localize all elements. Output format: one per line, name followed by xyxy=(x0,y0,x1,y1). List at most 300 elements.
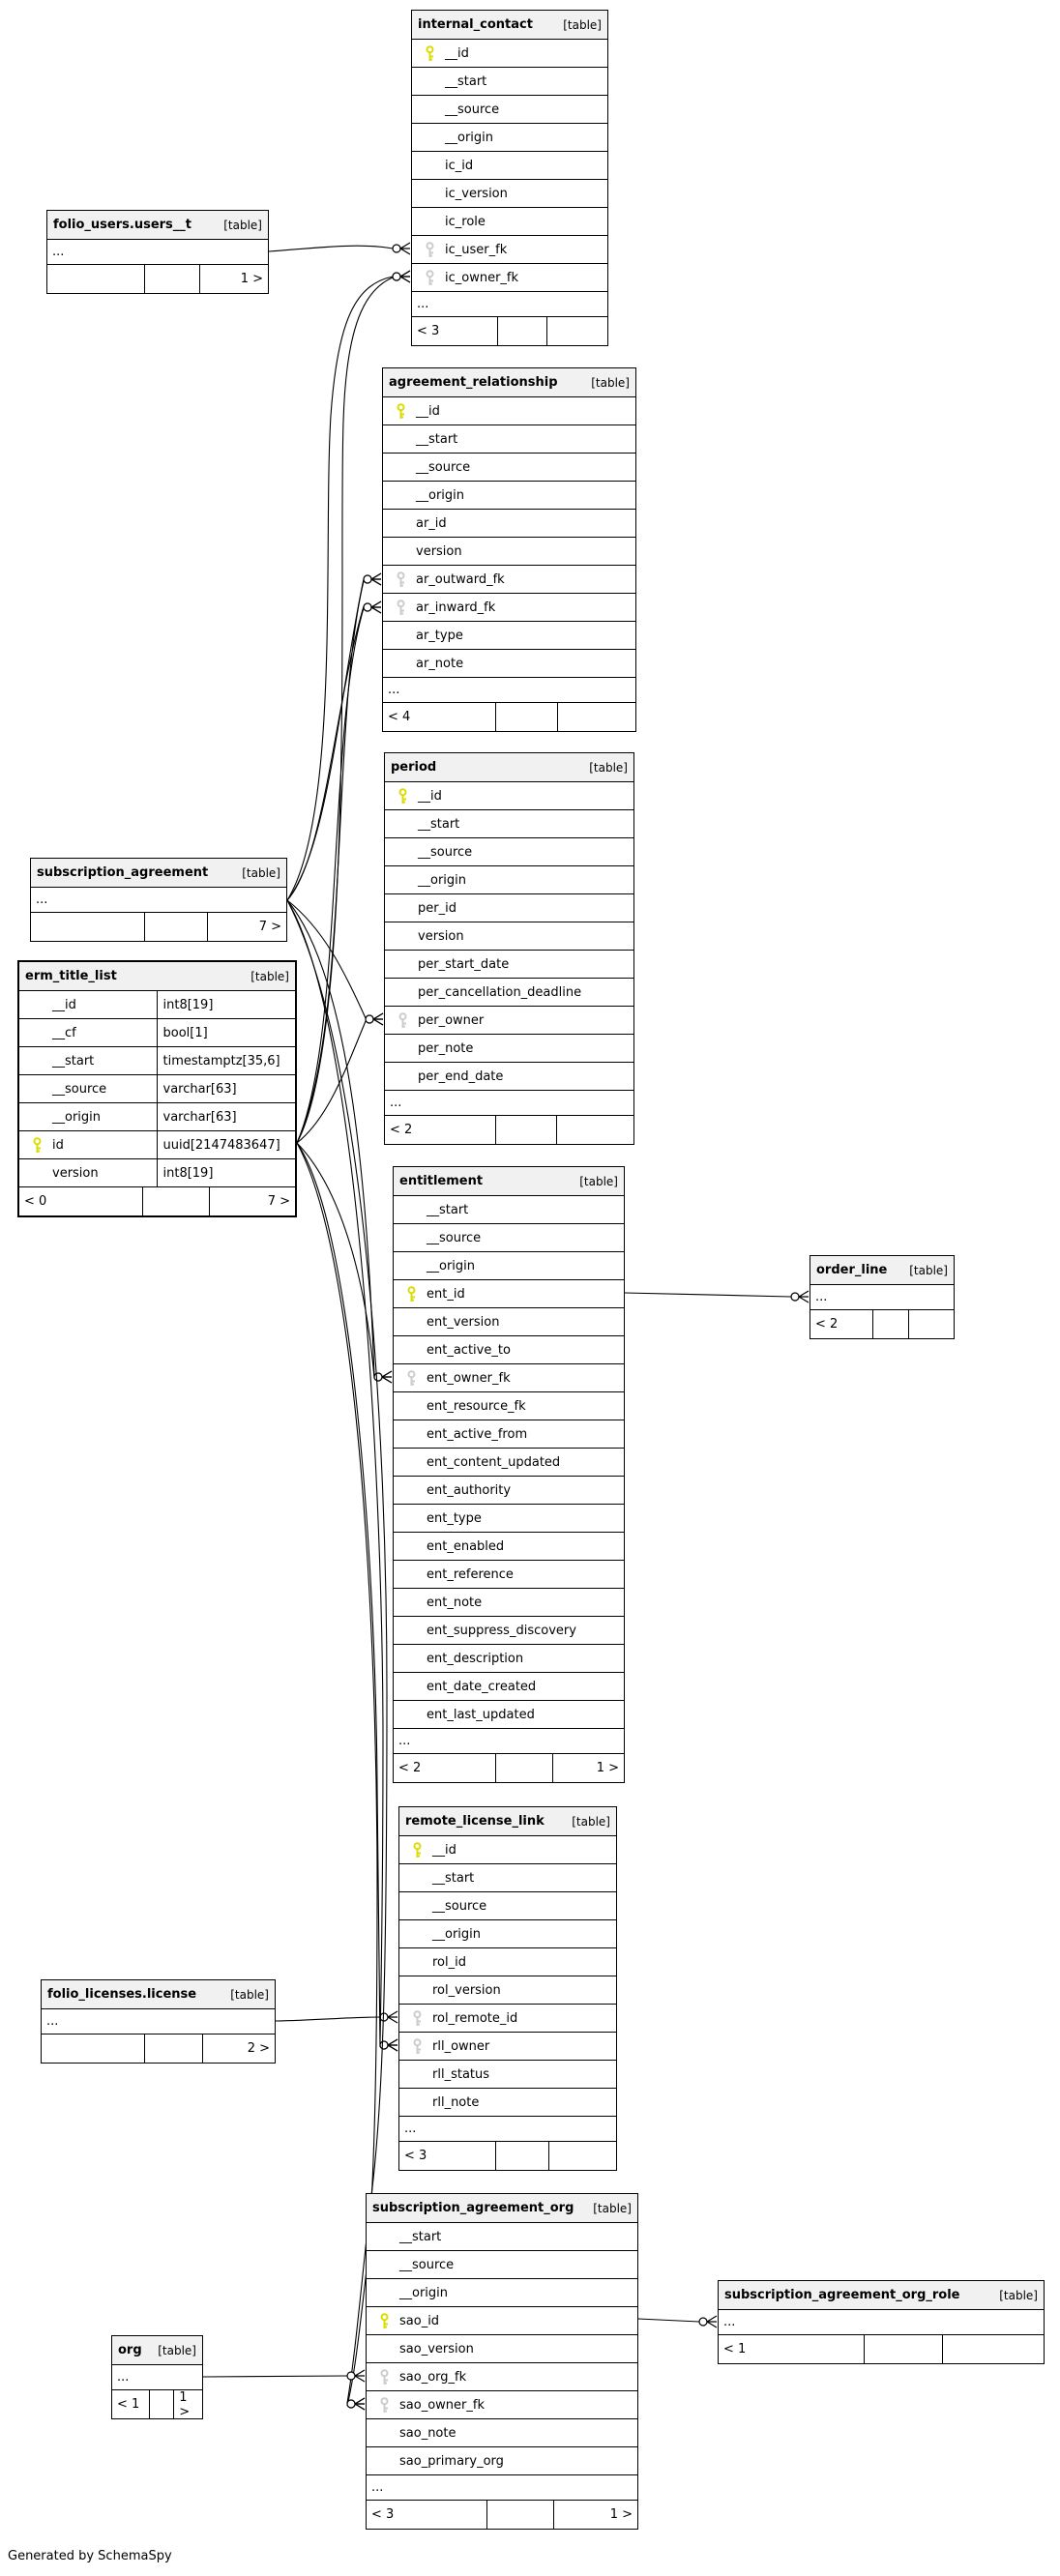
table-org xyxy=(111,2335,203,2419)
column-row-__start xyxy=(383,425,635,454)
column-label: per_owner xyxy=(418,1012,485,1028)
column-label: __cf xyxy=(52,1025,76,1040)
footer-cell: < 2 xyxy=(398,1761,422,1775)
zero-or-many-circle-icon xyxy=(364,575,371,583)
column-row-sao_org_fk xyxy=(367,2363,637,2391)
column-type: timestamptz[35,6] xyxy=(162,1053,280,1068)
table-name: subscription_agreement xyxy=(37,865,209,880)
column-label: ent_content_updated xyxy=(427,1454,561,1470)
column-row-__origin xyxy=(383,482,635,510)
column-label: __origin xyxy=(445,130,494,145)
column-label: ar_type xyxy=(416,628,463,643)
table-name: internal_contact xyxy=(418,17,533,32)
column-label: ic_owner_fk xyxy=(445,270,519,285)
column-label: per_note xyxy=(418,1040,474,1056)
table-footer xyxy=(42,2034,275,2063)
column-label: ent_date_created xyxy=(427,1679,537,1694)
column-row-__id xyxy=(385,782,633,810)
elided-columns-row: ... xyxy=(31,888,286,913)
table-tag: [table] xyxy=(563,17,602,32)
column-row-__origin xyxy=(19,1103,295,1131)
column-row-__source xyxy=(383,454,635,482)
table-remote_license_link xyxy=(398,1806,617,2171)
column-row-__start xyxy=(394,1196,624,1224)
table-tag: [table] xyxy=(572,1814,610,1829)
table-footer xyxy=(47,265,268,293)
column-label: version xyxy=(418,928,464,944)
column-row-rll_note xyxy=(399,2089,616,2117)
column-label: ent_active_from xyxy=(427,1426,528,1442)
column-label: __start xyxy=(52,1053,95,1068)
column-row-ent_active_to xyxy=(394,1336,624,1364)
table-footer xyxy=(383,703,635,731)
column-row-ent_owner_fk xyxy=(394,1364,624,1392)
column-row-version xyxy=(385,922,633,951)
column-label: per_start_date xyxy=(418,956,510,972)
table-header-entitlement[interactable] xyxy=(394,1167,624,1196)
column-label: ic_version xyxy=(445,186,508,201)
foreign-key-icon xyxy=(421,242,438,258)
primary-key-icon xyxy=(421,45,438,62)
column-label: __start xyxy=(445,73,487,89)
table-header-agreement_relationship[interactable] xyxy=(383,368,635,397)
table-header-order_line[interactable] xyxy=(810,1256,954,1285)
column-row-__source xyxy=(399,1892,616,1920)
table-footer xyxy=(810,1310,954,1338)
table-footer xyxy=(719,2335,1044,2363)
column-row-ic_user_fk xyxy=(412,236,607,264)
column-label: sao_org_fk xyxy=(399,2369,467,2385)
column-label: __source xyxy=(427,1230,482,1245)
column-label: per_id xyxy=(418,900,456,916)
footer-cell xyxy=(142,1187,209,1215)
edge-org--subscription_agreement_org-sao_org_fk xyxy=(203,2370,365,2382)
zero-or-many-circle-icon xyxy=(699,2318,707,2326)
column-label: __start xyxy=(418,816,460,832)
column-row-ent_last_updated xyxy=(394,1701,624,1729)
table-tag: [table] xyxy=(223,218,262,232)
table-header-subscription_agreement_org[interactable] xyxy=(367,2194,637,2223)
footer-cell: 1 > xyxy=(552,1754,624,1782)
column-label: ic_role xyxy=(445,214,486,229)
elided-columns-row: ... xyxy=(47,240,268,265)
table-footer xyxy=(412,317,607,345)
table-erm_title_list xyxy=(17,960,297,1217)
primary-key-icon xyxy=(402,1286,420,1303)
column-row-per_cancellation_deadline xyxy=(385,979,633,1007)
column-row-__id xyxy=(412,40,607,68)
column-row-rll_owner xyxy=(399,2033,616,2061)
column-label: __origin xyxy=(418,872,467,888)
table-name: period xyxy=(391,760,437,775)
edge-subscription_agreement--agreement_relationship-ar_outward_fk xyxy=(287,573,381,900)
column-row-rol_remote_id xyxy=(399,2005,616,2033)
elided-columns-row: ... xyxy=(394,1729,624,1754)
column-label: __source xyxy=(416,459,471,475)
column-row-ar_id xyxy=(383,510,635,538)
table-footer xyxy=(385,1116,633,1144)
column-label: __source xyxy=(445,102,500,117)
footer-cell: < 3 xyxy=(371,2507,395,2522)
footer-cell: 1 > xyxy=(553,2501,637,2529)
table-header-remote_license_link[interactable] xyxy=(399,1807,616,1836)
footer-cell: 2 > xyxy=(202,2034,275,2063)
column-label: sao_id xyxy=(399,2313,440,2328)
column-row-ic_version xyxy=(412,180,607,208)
column-row-ic_id xyxy=(412,152,607,180)
column-label: ent_id xyxy=(427,1286,465,1302)
table-name: order_line xyxy=(816,1263,888,1277)
table-agreement_relationship xyxy=(382,367,636,732)
edge-subscription_agreement--entitlement-ent_owner_fk xyxy=(287,900,392,1383)
column-row-version xyxy=(19,1159,295,1187)
edge-folio_users-users__t--internal_contact-ic_user_fk xyxy=(269,243,410,254)
column-label: ent_version xyxy=(427,1314,500,1330)
column-row-__origin xyxy=(367,2279,637,2307)
table-header-erm_title_list[interactable] xyxy=(19,962,295,991)
table-footer xyxy=(399,2142,616,2170)
column-label: ar_inward_fk xyxy=(416,600,496,615)
column-label: sao_owner_fk xyxy=(399,2397,485,2413)
table-footer xyxy=(394,1754,624,1782)
column-label: __start xyxy=(416,431,458,447)
column-row-ent_type xyxy=(394,1505,624,1533)
table-header-subscription_agreement_org_role[interactable] xyxy=(719,2281,1044,2310)
footer-cell: < 1 xyxy=(723,2342,747,2356)
column-row-__id xyxy=(383,397,635,425)
crowfoot-connector-icon xyxy=(371,573,381,585)
column-row-ar_note xyxy=(383,650,635,678)
footer-cell xyxy=(497,317,545,345)
footer-cell xyxy=(546,317,607,345)
edge-entitlement-ent_id--order_line xyxy=(625,1291,809,1303)
zero-or-many-circle-icon xyxy=(393,273,400,280)
footer-cell xyxy=(548,2142,616,2170)
table-name: remote_license_link xyxy=(405,1814,545,1829)
column-label: __origin xyxy=(52,1109,102,1125)
table-name: agreement_relationship xyxy=(389,375,558,390)
table-header-subscription_agreement[interactable] xyxy=(31,859,286,888)
footer-cell xyxy=(149,2390,173,2418)
column-row-version xyxy=(383,538,635,566)
table-tag: [table] xyxy=(589,760,628,775)
elided-columns-row: ... xyxy=(42,2009,275,2034)
column-row-ent_version xyxy=(394,1308,624,1336)
column-label: ent_enabled xyxy=(427,1538,505,1554)
crowfoot-connector-icon xyxy=(371,601,381,613)
column-label: __id xyxy=(432,1842,456,1858)
foreign-key-icon xyxy=(402,1370,420,1387)
table-footer xyxy=(367,2501,637,2529)
crowfoot-connector-icon xyxy=(400,271,410,282)
footer-cell: < 2 xyxy=(390,1123,413,1137)
table-header-folio_users_users__t[interactable] xyxy=(47,211,268,240)
zero-or-many-circle-icon xyxy=(380,2041,388,2049)
crowfoot-connector-icon xyxy=(382,1371,392,1383)
table-tag: [table] xyxy=(242,865,280,880)
crowfoot-connector-icon xyxy=(799,1291,809,1303)
column-row-ent_date_created xyxy=(394,1673,624,1701)
column-type: uuid[2147483647] xyxy=(162,1137,280,1153)
column-label: __id xyxy=(418,788,442,804)
column-label: ent_authority xyxy=(427,1482,512,1498)
foreign-key-icon xyxy=(375,2369,393,2386)
zero-or-many-circle-icon xyxy=(374,1373,382,1381)
footer-cell xyxy=(557,703,635,731)
table-period xyxy=(384,752,634,1145)
table-subscription_agreement_org_role xyxy=(718,2280,1045,2364)
table-tag: [table] xyxy=(158,2343,196,2357)
column-label: __origin xyxy=(416,487,465,503)
foreign-key-icon xyxy=(408,2010,426,2027)
crowfoot-connector-icon xyxy=(373,1013,383,1025)
table-header-folio_licenses_license[interactable] xyxy=(42,1980,275,2009)
footer-cell: < 3 xyxy=(417,324,440,338)
column-label: ent_owner_fk xyxy=(427,1370,511,1386)
column-row-rol_id xyxy=(399,1948,616,1976)
footer-cell xyxy=(47,265,144,293)
column-row-__start xyxy=(367,2223,637,2251)
column-row-__source xyxy=(19,1075,295,1103)
crowfoot-connector-icon xyxy=(707,2316,717,2327)
table-tag: [table] xyxy=(250,969,289,983)
primary-key-icon xyxy=(394,788,411,805)
column-label: __start xyxy=(427,1202,469,1217)
elided-columns-row: ... xyxy=(810,1285,954,1310)
edge-erm_title_list-id--entitlement-ent_owner_fk xyxy=(297,1143,392,1383)
footer-cell: 7 > xyxy=(209,1187,295,1215)
crowfoot-connector-icon xyxy=(388,2011,398,2023)
table-tag: [table] xyxy=(909,1263,948,1277)
column-label: __source xyxy=(432,1898,487,1914)
table-folio_licenses_license xyxy=(41,1979,276,2064)
crowfoot-connector-icon xyxy=(355,2398,365,2410)
column-label: per_cancellation_deadline xyxy=(418,984,582,1000)
foreign-key-icon xyxy=(392,600,409,616)
column-row-__origin xyxy=(385,866,633,894)
foreign-key-icon xyxy=(394,1012,411,1029)
footer-cell: < 0 xyxy=(24,1194,47,1209)
column-label: ent_last_updated xyxy=(427,1707,535,1722)
table-tag: [table] xyxy=(579,1174,618,1188)
table-order_line xyxy=(810,1255,955,1339)
column-type: varchar[63] xyxy=(162,1109,237,1125)
footer-cell xyxy=(495,1116,556,1144)
column-type: int8[19] xyxy=(162,997,214,1012)
column-row-__source xyxy=(385,838,633,866)
column-label: per_end_date xyxy=(418,1068,504,1084)
column-type: bool[1] xyxy=(162,1025,208,1040)
column-label: __id xyxy=(445,45,469,61)
column-label: ent_note xyxy=(427,1595,483,1610)
column-row-ar_outward_fk xyxy=(383,566,635,594)
footer-cell xyxy=(495,2142,548,2170)
column-row-__id xyxy=(19,991,295,1019)
column-label: __id xyxy=(416,403,440,419)
table-name: org xyxy=(118,2343,142,2357)
column-row-sao_id xyxy=(367,2307,637,2335)
column-label: __source xyxy=(52,1081,107,1097)
table-internal_contact xyxy=(411,10,608,346)
foreign-key-icon xyxy=(421,270,438,286)
crowfoot-connector-icon xyxy=(388,2039,398,2051)
table-name: erm_title_list xyxy=(25,969,117,983)
column-label: ic_user_fk xyxy=(445,242,508,257)
table-name: subscription_agreement_org xyxy=(372,2201,574,2215)
footer-cell xyxy=(144,913,207,941)
table-tag: [table] xyxy=(591,375,630,390)
column-row-per_end_date xyxy=(385,1063,633,1091)
column-row-__start xyxy=(19,1047,295,1075)
elided-columns-row: ... xyxy=(719,2310,1044,2335)
column-row-ic_owner_fk xyxy=(412,264,607,292)
column-label: ent_resource_fk xyxy=(427,1398,526,1414)
table-folio_users_users__t xyxy=(46,210,269,294)
column-row-sao_version xyxy=(367,2335,637,2363)
edge-erm_title_list-id--agreement_relationship-ar_outward_fk xyxy=(297,573,381,1143)
footer-cell xyxy=(495,1754,552,1782)
column-label: ent_description xyxy=(427,1651,524,1666)
table-footer xyxy=(31,913,286,941)
column-label: ic_id xyxy=(445,158,474,173)
table-subscription_agreement_org xyxy=(366,2193,638,2530)
column-label: __origin xyxy=(427,1258,476,1273)
column-label: __start xyxy=(432,1870,475,1886)
crowfoot-connector-icon xyxy=(400,243,410,254)
column-label: rll_note xyxy=(432,2094,480,2110)
footer-cell xyxy=(872,1310,909,1338)
column-row-ent_reference xyxy=(394,1561,624,1589)
primary-key-icon xyxy=(408,1842,426,1859)
column-type: varchar[63] xyxy=(162,1081,237,1097)
column-row-__source xyxy=(394,1224,624,1252)
column-row-__source xyxy=(367,2251,637,2279)
footer-cell xyxy=(864,2335,942,2363)
column-row-ent_authority xyxy=(394,1477,624,1505)
footer-cell: < 4 xyxy=(388,710,411,724)
foreign-key-icon xyxy=(408,2038,426,2055)
column-label: sao_primary_org xyxy=(399,2453,504,2469)
table-entitlement xyxy=(393,1166,625,1783)
footer-cell: 1 > xyxy=(173,2390,202,2418)
column-label: version xyxy=(52,1165,99,1181)
column-row-__id xyxy=(399,1836,616,1864)
column-row-ent_id xyxy=(394,1280,624,1308)
elided-columns-row: ... xyxy=(367,2475,637,2501)
column-label: ar_note xyxy=(416,656,464,671)
footer-cell xyxy=(942,2335,1044,2363)
column-row-rll_status xyxy=(399,2061,616,2089)
column-row-per_note xyxy=(385,1035,633,1063)
column-row-ent_content_updated xyxy=(394,1449,624,1477)
primary-key-icon xyxy=(392,403,409,420)
column-row-sao_owner_fk xyxy=(367,2391,637,2419)
primary-key-icon xyxy=(28,1137,45,1154)
column-row-__start xyxy=(385,810,633,838)
zero-or-many-circle-icon xyxy=(364,603,371,611)
table-name: entitlement xyxy=(399,1174,484,1188)
column-row-per_id xyxy=(385,894,633,922)
zero-or-many-circle-icon xyxy=(347,2400,355,2408)
footer-cell xyxy=(144,2034,201,2063)
column-row-per_start_date xyxy=(385,951,633,979)
column-label: rol_id xyxy=(432,1954,466,1970)
column-row-__origin xyxy=(412,124,607,152)
column-row-__start xyxy=(399,1864,616,1892)
footer-cell: 1 > xyxy=(199,265,268,293)
column-row-sao_primary_org xyxy=(367,2447,637,2475)
zero-or-many-circle-icon xyxy=(791,1293,799,1301)
column-row-ent_resource_fk xyxy=(394,1392,624,1420)
table-header-org[interactable] xyxy=(112,2336,202,2365)
footer-cell xyxy=(556,1116,633,1144)
column-row-sao_note xyxy=(367,2419,637,2447)
column-row-ent_note xyxy=(394,1589,624,1617)
column-label: ent_active_to xyxy=(427,1342,511,1358)
zero-or-many-circle-icon xyxy=(366,1015,373,1023)
table-footer xyxy=(19,1187,295,1215)
column-label: ar_outward_fk xyxy=(416,571,505,587)
edge-subscription_agreement--remote_license_link-rll_owner xyxy=(287,900,398,2051)
table-subscription_agreement xyxy=(30,858,287,942)
table-header-internal_contact[interactable] xyxy=(412,11,607,40)
crowfoot-connector-icon xyxy=(355,2370,365,2382)
column-label: __start xyxy=(399,2229,442,2244)
column-row-id xyxy=(19,1131,295,1159)
footer-cell xyxy=(486,2501,552,2529)
table-footer xyxy=(112,2390,202,2418)
column-row-ent_active_from xyxy=(394,1420,624,1449)
generator-note: Generated by SchemaSpy xyxy=(8,2549,172,2563)
column-label: version xyxy=(416,543,462,559)
column-row-__source xyxy=(412,96,607,124)
column-label: __source xyxy=(418,844,473,860)
table-name: folio_users.users__t xyxy=(53,218,191,232)
foreign-key-icon xyxy=(392,571,409,588)
footer-cell xyxy=(42,2034,144,2063)
table-tag: [table] xyxy=(999,2288,1038,2302)
zero-or-many-circle-icon xyxy=(347,2372,355,2380)
column-label: __origin xyxy=(432,1926,482,1942)
column-label: ent_reference xyxy=(427,1566,514,1582)
column-row-ent_description xyxy=(394,1645,624,1673)
column-row-__origin xyxy=(394,1252,624,1280)
elided-columns-row: ... xyxy=(383,678,635,703)
foreign-key-icon xyxy=(375,2397,393,2414)
edge-erm_title_list-id--agreement_relationship-ar_inward_fk xyxy=(297,601,381,1143)
column-label: sao_note xyxy=(399,2425,456,2441)
footer-cell: < 3 xyxy=(404,2149,427,2163)
column-label: rol_remote_id xyxy=(432,2010,518,2026)
table-header-period[interactable] xyxy=(385,753,633,782)
column-row-per_owner xyxy=(385,1007,633,1035)
column-row-ic_role xyxy=(412,208,607,236)
column-row-ar_type xyxy=(383,622,635,650)
column-label: __id xyxy=(52,997,76,1012)
table-name: subscription_agreement_org_role xyxy=(724,2288,960,2302)
footer-cell: < 2 xyxy=(815,1317,839,1332)
column-row-ar_inward_fk xyxy=(383,594,635,622)
table-tag: [table] xyxy=(593,2201,632,2215)
column-row-rol_version xyxy=(399,1976,616,2005)
column-label: ent_suppress_discovery xyxy=(427,1623,576,1638)
column-row-ent_enabled xyxy=(394,1533,624,1561)
elided-columns-row: ... xyxy=(385,1091,633,1116)
column-label: id xyxy=(52,1137,64,1153)
column-label: __source xyxy=(399,2257,455,2272)
primary-key-icon xyxy=(375,2313,393,2329)
column-row-__origin xyxy=(399,1920,616,1948)
